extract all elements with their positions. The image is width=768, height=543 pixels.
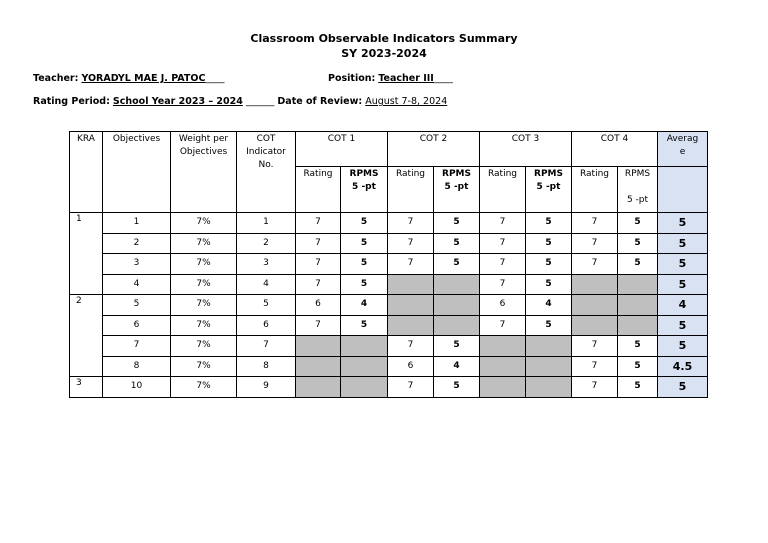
cot2-rating-cell [388,274,434,295]
kra-cell: 3 [70,377,103,398]
indicator-cell: 4 [237,274,296,295]
header-cot2-rpms-line2: 5 -pt [444,182,469,192]
header-cot2: COT 2 [388,132,480,167]
table-row [70,377,708,398]
cot2-rating-cell: 7 [388,213,434,234]
date-of-review-value: August 7-8, 2024 [365,96,448,107]
table-row [70,233,708,254]
weight-cell: 7% [171,233,237,254]
average-cell: 5 [658,274,708,295]
weight-cell: 7% [171,274,237,295]
header-cot1-rpms [341,167,388,213]
header-average [658,132,708,167]
cot1-rpms-cell: 5 [341,233,388,254]
header-cot4-rpms-line1: RPMS [624,169,651,179]
rating-period-value: School Year 2023 – 2024 [112,96,243,107]
cot2-rpms-cell [434,315,480,336]
table-row [70,254,708,275]
cot1-rpms-cell: 5 [341,254,388,275]
cot2-rpms-cell: 5 [434,213,480,234]
weight-cell: 7% [171,254,237,275]
objective-cell: 5 [103,295,171,316]
cot4-rpms-cell: 5 [618,356,658,377]
table-body [70,213,708,398]
cot3-rpms-cell [526,356,572,377]
objective-cell: 4 [103,274,171,295]
cot3-rating-cell: 7 [480,213,526,234]
cot3-rating-cell [480,377,526,398]
header-cot3-rpms [526,167,572,213]
header-weight [171,132,237,213]
teacher-line [33,73,224,84]
header-cot-indicator [237,132,296,213]
position-label: Position: [328,73,376,84]
header-kra: KRA [70,132,103,213]
rating-period-blank: ______ [245,96,275,107]
indicator-cell: 8 [237,356,296,377]
header-cot2-rating: Rating [388,167,434,213]
average-cell: 5 [658,377,708,398]
cot2-rpms-cell: 5 [434,377,480,398]
header-weight-line1: Weight per [178,134,229,144]
table-row [70,356,708,377]
cot3-rpms-cell: 5 [526,213,572,234]
cot1-rpms-cell [341,336,388,357]
cot1-rating-cell: 7 [296,254,341,275]
header-cot-indicator-line2: Indicator [246,147,286,157]
header-cot4: COT 4 [572,132,658,167]
header-objectives: Objectives [103,132,171,213]
indicator-cell: 7 [237,336,296,357]
cot1-rpms-cell: 5 [341,315,388,336]
table-row [70,336,708,357]
rating-period-label: Rating Period: [33,96,110,107]
objective-cell: 1 [103,213,171,234]
cot2-rating-cell: 7 [388,233,434,254]
cot4-rpms-cell: 5 [618,336,658,357]
cot4-rpms-cell [618,274,658,295]
cot2-rating-cell [388,295,434,316]
document-title: Classroom Observable Indicators Summary [250,32,518,45]
cot2-rpms-cell [434,274,480,295]
cot2-rating-cell: 7 [388,254,434,275]
weight-cell: 7% [171,336,237,357]
cot4-rating-cell [572,315,618,336]
average-cell: 4 [658,295,708,316]
teacher-name: YORADYL MAE J. PATOC [81,73,206,84]
average-cell: 5 [658,336,708,357]
weight-cell: 7% [171,295,237,316]
average-cell: 5 [658,254,708,275]
cot2-rating-cell: 7 [388,336,434,357]
header-cot2-rpms-line1: RPMS [442,169,471,179]
cot2-rpms-cell: 5 [434,233,480,254]
cot4-rating-cell [572,274,618,295]
indicator-cell: 1 [237,213,296,234]
cot2-rpms-cell [434,295,480,316]
school-year-subtitle: SY 2023-2024 [341,47,427,60]
cot4-rating-cell: 7 [572,377,618,398]
objective-cell: 2 [103,233,171,254]
header-weight-line2: Objectives [179,147,228,157]
weight-cell: 7% [171,377,237,398]
header-cot4-rating: Rating [572,167,618,213]
indicator-cell: 6 [237,315,296,336]
cot2-rating-cell [388,315,434,336]
header-cot4-rpms [618,167,658,213]
weight-cell: 7% [171,356,237,377]
cot1-rating-cell: 7 [296,213,341,234]
cot4-rpms-cell [618,295,658,316]
cot1-rating-cell: 7 [296,233,341,254]
objective-cell: 8 [103,356,171,377]
cot3-rating-cell: 7 [480,315,526,336]
weight-cell: 7% [171,315,237,336]
cot1-rating-cell [296,377,341,398]
cot1-rpms-cell: 5 [341,274,388,295]
cot3-rpms-cell: 4 [526,295,572,316]
cot1-rpms-cell: 4 [341,295,388,316]
cot2-rating-cell: 7 [388,377,434,398]
header-cot3-rating: Rating [480,167,526,213]
indicator-cell: 3 [237,254,296,275]
cot1-rating-cell [296,356,341,377]
kra-cell: 2 [70,295,103,377]
cot3-rating-cell: 7 [480,233,526,254]
objective-cell: 10 [103,377,171,398]
cot4-rating-cell: 7 [572,213,618,234]
position-value: Teacher III [378,73,434,84]
cot1-rating-cell: 7 [296,274,341,295]
cot1-rating-cell: 6 [296,295,341,316]
cot-summary-table [69,131,708,398]
cot3-rating-cell [480,336,526,357]
header-cot-indicator-line1: COT [256,134,276,144]
indicator-cell: 5 [237,295,296,316]
cot4-rpms-cell: 5 [618,254,658,275]
objective-cell: 3 [103,254,171,275]
cot1-rpms-cell [341,356,388,377]
cot4-rating-cell: 7 [572,233,618,254]
objective-cell: 6 [103,315,171,336]
cot4-rating-cell: 7 [572,356,618,377]
kra-cell: 1 [70,213,103,295]
header-cot1-rating: Rating [296,167,341,213]
position-line [328,73,453,84]
cot3-rating-cell: 7 [480,274,526,295]
header-cot1: COT 1 [296,132,388,167]
header-cot1-rpms-line2: 5 -pt [352,182,376,192]
cot4-rpms-cell: 5 [618,233,658,254]
header-cot1-rpms-line1: RPMS [349,169,379,179]
header-cot2-rpms [434,167,480,213]
rating-period-line [33,96,447,107]
header-cot3-rpms-line2: 5 -pt [536,182,561,192]
cot2-rating-cell: 6 [388,356,434,377]
cot3-rpms-cell: 5 [526,274,572,295]
cot2-rpms-cell: 5 [434,336,480,357]
date-of-review-label: Date of Review: [277,96,363,107]
teacher-blank: ____ [205,73,225,84]
cot3-rating-cell: 6 [480,295,526,316]
header-average-line2: e [679,147,686,157]
average-cell: 5 [658,233,708,254]
table-row [70,213,708,234]
table-row [70,274,708,295]
cot3-rpms-cell: 5 [526,233,572,254]
header-cot3: COT 3 [480,132,572,167]
header-cot4-rpms-line2: 5 -pt [626,195,649,205]
cot4-rating-cell: 7 [572,336,618,357]
teacher-label: Teacher: [33,73,79,84]
cot1-rating-cell: 7 [296,315,341,336]
cot1-rating-cell [296,336,341,357]
position-blank: ____ [433,73,453,84]
header-cot3-rpms-line1: RPMS [534,169,563,179]
header-cot-indicator-line3: No. [258,160,274,170]
average-cell: 5 [658,213,708,234]
cot4-rating-cell [572,295,618,316]
cot3-rpms-cell: 5 [526,315,572,336]
table-row [70,295,708,316]
header-average-blank [658,167,708,213]
indicator-cell: 9 [237,377,296,398]
cot4-rpms-cell: 5 [618,213,658,234]
cot3-rpms-cell [526,336,572,357]
cot3-rating-cell: 7 [480,254,526,275]
table-row [70,315,708,336]
cot3-rating-cell [480,356,526,377]
cot3-rpms-cell: 5 [526,254,572,275]
cot4-rpms-cell: 5 [618,377,658,398]
cot2-rpms-cell: 5 [434,254,480,275]
header-row-1 [70,132,708,167]
objective-cell: 7 [103,336,171,357]
weight-cell: 7% [171,213,237,234]
indicator-cell: 2 [237,233,296,254]
cot4-rpms-cell [618,315,658,336]
cot1-rpms-cell: 5 [341,213,388,234]
cot3-rpms-cell [526,377,572,398]
header-average-line1: Averag [666,134,699,144]
cot4-rating-cell: 7 [572,254,618,275]
average-cell: 4.5 [658,356,708,377]
cot1-rpms-cell [341,377,388,398]
cot2-rpms-cell: 4 [434,356,480,377]
average-cell: 5 [658,315,708,336]
